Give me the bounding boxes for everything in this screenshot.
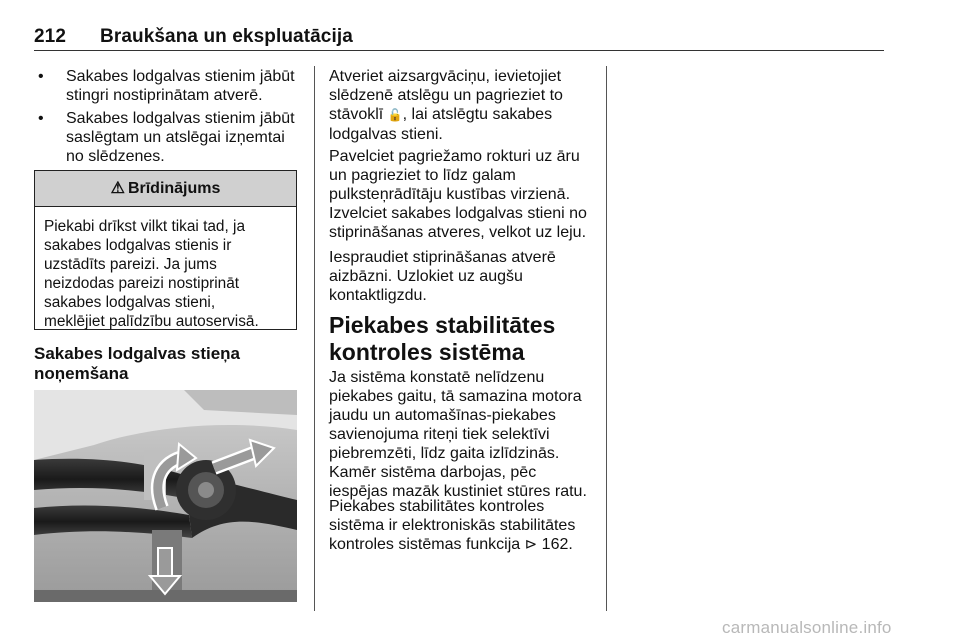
text-line: meklējiet palīdzību autoservisā. [44, 313, 259, 330]
text-line: sistēma ir elektroniskās stabilitātes [329, 517, 576, 534]
paragraph-unlock [329, 67, 563, 144]
page-reference-link[interactable]: 162. [537, 536, 573, 553]
text-line [329, 105, 563, 125]
text-line: Sakabes lodgalvas stienim jābūt [66, 68, 295, 85]
text-segment: stāvoklī [329, 106, 388, 123]
paragraph-esc-reference [329, 497, 575, 554]
text-line: iespējas mazāk kustiniet stūres ratu. [329, 483, 587, 500]
text-line: slēdzenē atslēgu un pagrieziet to [329, 87, 563, 104]
warning-header [35, 171, 296, 207]
warning-box [34, 170, 297, 330]
text-line: savienojuma riteņi tiek selektīvi [329, 426, 550, 443]
text-line: lodgalvas stieni. [329, 126, 443, 143]
page-number: 212 [34, 26, 67, 47]
text-line: Sakabes lodgalvas stienim jābūt [66, 110, 295, 127]
text-line: aizbāzni. Uzlokiet uz augšu [329, 268, 523, 285]
warning-title: Brīdinājums [127, 180, 221, 197]
text-line: sakabes lodgalvas stieni, [44, 294, 216, 311]
page-header [34, 26, 353, 48]
text-line: kontroles sistēma [329, 339, 525, 365]
text-line: Pavelciet pagriežamo rokturi uz āru [329, 148, 580, 165]
text-line: Piekabi drīkst vilkt tikai tad, ja [44, 218, 246, 235]
bullet-symbol: • [38, 68, 44, 85]
text-line: Piekabes stabilitātes kontroles [329, 498, 545, 515]
towbar-photo [34, 390, 297, 602]
text-line: Ja sistēma konstatē nelīdzenu [329, 369, 545, 386]
bullet-item-2 [66, 109, 295, 166]
section-subheading [34, 344, 240, 384]
text-line: jaudu un automašīnas-piekabes [329, 407, 556, 424]
page-reference-icon: ⊳ [524, 536, 538, 553]
paragraph-plug [329, 248, 556, 305]
text-segment: , lai atslēgtu sakabes [402, 106, 553, 123]
column-divider-left [314, 66, 315, 611]
text-line: Piekabes stabilitātes [329, 312, 556, 338]
text-line: Atveriet aizsargvāciņu, ievietojiet [329, 68, 562, 85]
text-line: un pagrieziet to līdz galam [329, 167, 516, 184]
section-heading [329, 312, 555, 366]
text-line: Izvelciet sakabes lodgalvas stieni no [329, 205, 587, 222]
text-line: Iespraudiet stiprināšanas atverē [329, 249, 556, 266]
warning-text [44, 217, 259, 331]
text-line: pulksteņrādītāju kustības virzienā. [329, 186, 571, 203]
text-line: piebremzēti, līdz gaita izlīdzinās. [329, 445, 560, 462]
text-line: no slēdzenes. [66, 148, 165, 165]
watermark: carmanualsonline.info [722, 618, 892, 637]
text-line: Sakabes lodgalvas stieņa [34, 344, 240, 363]
text-line: uzstādīts pareizi. Ja jums [44, 256, 217, 273]
unlock-icon: 🔓 [387, 108, 403, 122]
paragraph-pull-handle [329, 147, 587, 242]
text-line: stiprināšanas atveres, velkot uz leju. [329, 224, 587, 241]
text-line: sakabes lodgalvas stienis ir [44, 237, 232, 254]
text-line: kontaktligzdu. [329, 287, 427, 304]
paragraph-stability [329, 368, 587, 501]
text-line: saslēgtam un atslēgai izņemtai [66, 129, 285, 146]
column-divider-right [606, 66, 607, 611]
warning-triangle-icon: ⚠ [110, 180, 125, 197]
text-segment: kontroles sistēmas funkcija [329, 536, 525, 553]
bullet-symbol: • [38, 110, 44, 127]
bullet-item-1 [66, 67, 295, 105]
text-line: neizdodas pareizi nostiprināt [44, 275, 240, 292]
text-line: piekabes gaitu, tā samazina motora [329, 388, 582, 405]
towbar-illustration [34, 390, 297, 602]
page-title: Braukšana un ekspluatācija [100, 26, 353, 47]
text-line: Kamēr sistēma darbojas, pēc [329, 464, 537, 481]
text-line [329, 535, 575, 554]
text-line: noņemšana [34, 364, 129, 383]
header-rule [34, 50, 884, 51]
text-line: stingri nostiprinātam atverē. [66, 87, 263, 104]
